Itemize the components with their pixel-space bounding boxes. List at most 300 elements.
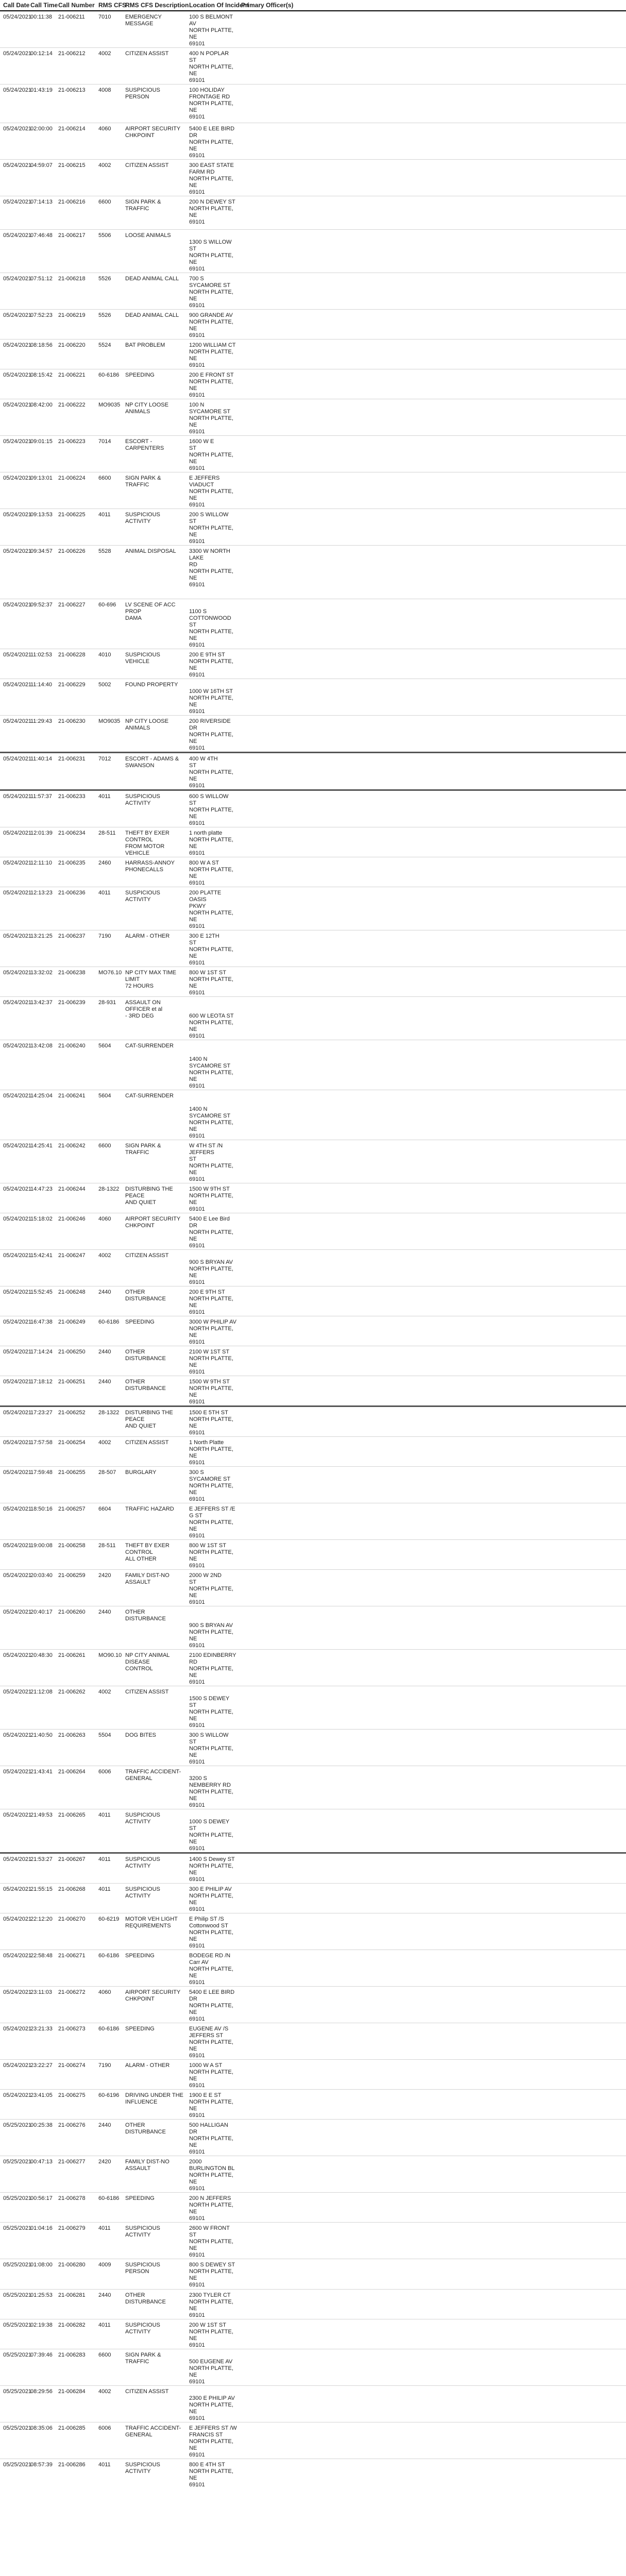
call-time-cell: 19:00:08	[27, 1540, 55, 1570]
call-date-cell: 05/24/2021	[0, 2023, 27, 2060]
description-cell: SIGN PARK & TRAFFIC	[122, 196, 186, 230]
call-number-cell: 21-006236	[55, 887, 95, 930]
call-number-cell: 21-006235	[55, 857, 95, 887]
rms-cfs-cell: 5526	[95, 310, 122, 340]
description-cell: FOUND PROPERTY	[122, 679, 186, 716]
officer-cell	[238, 649, 626, 679]
officer-cell	[238, 1809, 626, 1853]
location-cell: 1400 N SYCAMORE ST NORTH PLATTE, NE 69101	[186, 1090, 238, 1140]
call-time-cell: 09:34:57	[27, 546, 55, 599]
call-time-cell: 20:40:17	[27, 1606, 55, 1650]
rms-cfs-cell: 60-6186	[95, 1316, 122, 1346]
table-row	[0, 930, 626, 967]
table-row	[0, 1286, 626, 1316]
call-time-cell: 14:47:23	[27, 1183, 55, 1213]
table-row	[0, 2120, 626, 2156]
call-date-cell: 05/24/2021	[0, 716, 27, 753]
call-date-cell: 05/24/2021	[0, 1467, 27, 1503]
description-cell: SIGN PARK & TRAFFIC	[122, 472, 186, 509]
call-number-cell: 21-006214	[55, 123, 95, 160]
location-cell: 200 E 9TH ST NORTH PLATTE, NE 69101	[186, 1286, 238, 1316]
description-cell: OTHER DISTURBANCE	[122, 1346, 186, 1376]
officer-cell	[238, 340, 626, 369]
location-cell: 300 S WILLOW ST NORTH PLATTE, NE 69101	[186, 1730, 238, 1766]
location-cell: 1000 W 16TH ST NORTH PLATTE, NE 69101	[186, 679, 238, 716]
call-date-cell: 05/24/2021	[0, 753, 27, 790]
call-number-cell: 21-006260	[55, 1606, 95, 1650]
call-number-cell: 21-006244	[55, 1183, 95, 1213]
table-row	[0, 1090, 626, 1140]
rms-cfs-cell: 6600	[95, 472, 122, 509]
call-date-cell: 05/24/2021	[0, 1686, 27, 1730]
rms-cfs-cell: 4011	[95, 1884, 122, 1913]
table-row	[0, 2193, 626, 2223]
officer-cell	[238, 930, 626, 967]
call-number-cell: 21-006278	[55, 2193, 95, 2223]
call-date-cell: 05/25/2021	[0, 2459, 27, 2489]
call-number-cell: 21-006238	[55, 967, 95, 997]
location-cell: 1300 S WILLOW ST NORTH PLATTE, NE 69101	[186, 230, 238, 273]
table-row	[0, 1540, 626, 1570]
location-cell: 1 north platte NORTH PLATTE, NE 69101	[186, 827, 238, 857]
call-date-cell: 05/24/2021	[0, 399, 27, 436]
rms-cfs-cell: 5604	[95, 1090, 122, 1140]
officer-cell	[238, 1250, 626, 1286]
officer-cell	[238, 160, 626, 196]
rms-cfs-cell: 6006	[95, 1766, 122, 1809]
table-row	[0, 2223, 626, 2259]
call-number-cell: 21-006285	[55, 2422, 95, 2459]
call-number-cell: 21-006248	[55, 1286, 95, 1316]
officer-cell	[238, 1406, 626, 1437]
table-row	[0, 857, 626, 887]
rms-cfs-cell: 4010	[95, 649, 122, 679]
table-row	[0, 1183, 626, 1213]
description-cell: ESCORT - ADAMS & SWANSON	[122, 753, 186, 790]
description-cell: ESCORT - CARPENTERS	[122, 436, 186, 472]
officer-cell	[238, 273, 626, 310]
call-number-cell: 21-006241	[55, 1090, 95, 1140]
rms-cfs-cell: 4011	[95, 2223, 122, 2259]
call-date-cell: 05/24/2021	[0, 48, 27, 84]
rms-cfs-cell: 4002	[95, 2386, 122, 2422]
officer-cell	[238, 436, 626, 472]
call-number-cell: 21-006221	[55, 369, 95, 399]
table-row	[0, 2090, 626, 2120]
call-date-cell: 05/24/2021	[0, 887, 27, 930]
call-date-cell: 05/25/2021	[0, 2349, 27, 2386]
description-cell: BAT PROBLEM	[122, 340, 186, 369]
rms-cfs-cell: 6006	[95, 2422, 122, 2459]
call-time-cell: 23:11:03	[27, 1987, 55, 2023]
officer-cell	[238, 967, 626, 997]
location-cell: 1400 N SYCAMORE ST NORTH PLATTE, NE 69101	[186, 1040, 238, 1090]
call-date-cell: 05/24/2021	[0, 273, 27, 310]
table-row	[0, 753, 626, 790]
officer-cell	[238, 1913, 626, 1950]
call-number-cell: 21-006270	[55, 1913, 95, 1950]
location-cell: 1500 W 9TH ST NORTH PLATTE, NE 69101	[186, 1183, 238, 1213]
location-cell: E Philip ST /S Cottonwood ST NORTH PLATTE, NE 69101	[186, 1913, 238, 1950]
call-number-cell: 21-006254	[55, 1437, 95, 1467]
call-time-cell: 09:13:01	[27, 472, 55, 509]
location-cell: 1200 WILLIAM CT NORTH PLATTE, NE 69101	[186, 340, 238, 369]
description-cell: CITIZEN ASSIST	[122, 1437, 186, 1467]
table-row	[0, 340, 626, 369]
call-number-cell: 21-006220	[55, 340, 95, 369]
rms-cfs-cell: 2440	[95, 2290, 122, 2319]
call-date-cell: 05/24/2021	[0, 1376, 27, 1406]
rms-cfs-cell: 6600	[95, 1140, 122, 1183]
table-row	[0, 997, 626, 1040]
table-row	[0, 48, 626, 84]
location-cell: 3000 W PHILIP AV NORTH PLATTE, NE 69101	[186, 1316, 238, 1346]
location-cell: 300 EAST STATE FARM RD NORTH PLATTE, NE 69101	[186, 160, 238, 196]
call-time-cell: 11:57:37	[27, 790, 55, 827]
rms-cfs-cell: 60-6219	[95, 1913, 122, 1950]
location-cell: 1600 W E ST NORTH PLATTE, NE 69101	[186, 436, 238, 472]
rms-cfs-cell: 60-6196	[95, 2090, 122, 2120]
call-date-cell: 05/24/2021	[0, 546, 27, 599]
call-time-cell: 13:32:02	[27, 967, 55, 997]
call-time-cell: 13:42:37	[27, 997, 55, 1040]
location-cell: 300 E PHILIP AV NORTH PLATTE, NE 69101	[186, 1884, 238, 1913]
description-cell: NP CITY LOOSE ANIMALS	[122, 716, 186, 753]
description-cell: NP CITY ANIMAL DISEASE CONTROL	[122, 1650, 186, 1686]
location-cell: E JEFFERS ST /E G ST NORTH PLATTE, NE 69101	[186, 1503, 238, 1540]
call-number-cell: 21-006226	[55, 546, 95, 599]
call-date-cell: 05/24/2021	[0, 1250, 27, 1286]
location-cell: 1100 S COTTONWOOD ST NORTH PLATTE, NE 69101	[186, 599, 238, 649]
location-cell: 3200 S NEMBERRY RD NORTH PLATTE, NE 69101	[186, 1766, 238, 1809]
rms-cfs-cell: 28-931	[95, 997, 122, 1040]
description-cell: SUSPICIOUS ACTIVITY	[122, 509, 186, 546]
description-cell: FAMILY DIST-NO ASSAULT	[122, 2156, 186, 2193]
call-time-cell: 11:02:53	[27, 649, 55, 679]
description-cell: SUSPICIOUS ACTIVITY	[122, 2459, 186, 2489]
description-cell: OTHER DISTURBANCE	[122, 2120, 186, 2156]
rms-cfs-cell: 4011	[95, 790, 122, 827]
call-number-cell: 21-006222	[55, 399, 95, 436]
call-number-cell: 21-006237	[55, 930, 95, 967]
call-date-cell: 05/25/2021	[0, 2120, 27, 2156]
officer-cell	[238, 2156, 626, 2193]
call-date-cell: 05/24/2021	[0, 997, 27, 1040]
table-row	[0, 649, 626, 679]
table-row	[0, 1730, 626, 1766]
call-time-cell: 23:21:33	[27, 2023, 55, 2060]
table-row	[0, 1570, 626, 1606]
table-row	[0, 11, 626, 48]
officer-cell	[238, 753, 626, 790]
description-cell: SPEEDING	[122, 369, 186, 399]
table-row	[0, 1884, 626, 1913]
call-date-cell: 05/25/2021	[0, 2193, 27, 2223]
officer-cell	[238, 2386, 626, 2422]
call-number-cell: 21-006268	[55, 1884, 95, 1913]
call-number-cell: 21-006242	[55, 1140, 95, 1183]
location-cell: 2300 TYLER CT NORTH PLATTE, NE 69101	[186, 2290, 238, 2319]
officer-cell	[238, 1183, 626, 1213]
rms-cfs-cell: 4011	[95, 2319, 122, 2349]
officer-cell	[238, 1570, 626, 1606]
rms-cfs-cell: 2440	[95, 1286, 122, 1316]
table-row	[0, 599, 626, 649]
call-time-cell: 08:15:42	[27, 369, 55, 399]
call-time-cell: 02:19:38	[27, 2319, 55, 2349]
call-time-cell: 21:12:08	[27, 1686, 55, 1730]
officer-cell	[238, 196, 626, 230]
call-number-cell: 21-006283	[55, 2349, 95, 2386]
call-time-cell: 01:04:16	[27, 2223, 55, 2259]
location-cell: 1500 W 9TH ST NORTH PLATTE, NE 69101	[186, 1376, 238, 1406]
location-cell: 100 S BELMONT AV NORTH PLATTE, NE 69101	[189, 14, 233, 47]
call-time-cell: 09:13:53	[27, 509, 55, 546]
call-number-cell: 21-006277	[55, 2156, 95, 2193]
call-number-cell: 21-006281	[55, 2290, 95, 2319]
rms-cfs-cell: MO76.10	[95, 967, 122, 997]
location-cell: 5400 E LEE BIRD DR NORTH PLATTE, NE 69101	[186, 1987, 238, 2023]
call-number-cell: 21-006255	[55, 1467, 95, 1503]
officer-cell	[238, 546, 626, 599]
table-row	[0, 1987, 626, 2023]
call-date-cell: 05/24/2021	[0, 1540, 27, 1570]
officer-cell	[238, 399, 626, 436]
officer-cell	[238, 2459, 626, 2489]
location-cell: 2600 W FRONT ST NORTH PLATTE, NE 69101	[186, 2223, 238, 2259]
call-date-cell: 05/24/2021	[0, 1346, 27, 1376]
description-cell: DISTURBING THE PEACE AND QUIET	[122, 1406, 186, 1437]
table-row	[0, 1140, 626, 1183]
officer-cell	[238, 369, 626, 399]
location-cell: 5400 E Lee Bird DR NORTH PLATTE, NE 69101	[186, 1213, 238, 1250]
call-time-cell: 08:57:39	[27, 2459, 55, 2489]
call-number-cell: 21-006230	[55, 716, 95, 753]
call-date-cell: 05/24/2021	[0, 436, 27, 472]
call-date-cell: 05/24/2021	[0, 1950, 27, 1987]
location-cell: 900 S BRYAN AV NORTH PLATTE, NE 69101	[186, 1250, 238, 1286]
call-number-cell: 21-006216	[55, 196, 95, 230]
location-cell: 200 S WILLOW ST NORTH PLATTE, NE 69101	[186, 509, 238, 546]
rms-cfs-cell: 5524	[95, 340, 122, 369]
call-date-cell: 05/24/2021	[0, 1406, 27, 1437]
call-time-cell: 20:03:40	[27, 1570, 55, 1606]
call-time-cell: 07:46:48	[27, 230, 55, 273]
officer-cell	[238, 1987, 626, 2023]
location-cell: BODEGE RD /N Carr AV NORTH PLATTE, NE 69101	[186, 1950, 238, 1987]
call-time-cell: 11:40:14	[27, 753, 55, 790]
location-cell: 600 W LEOTA ST NORTH PLATTE, NE 69101	[186, 997, 238, 1040]
rms-cfs-cell: 4002	[95, 1686, 122, 1730]
call-time-cell: 17:14:24	[27, 1346, 55, 1376]
call-time-cell: 09:01:15	[27, 436, 55, 472]
officer-cell	[238, 887, 626, 930]
rms-cfs-cell: 6600	[95, 196, 122, 230]
call-number-cell: 21-006275	[55, 2090, 95, 2120]
call-date-cell: 05/24/2021	[0, 1090, 27, 1140]
header-row	[0, 0, 626, 11]
table-row	[0, 716, 626, 753]
rms-cfs-cell: 4009	[95, 2259, 122, 2290]
location-cell: 1 North Platte NORTH PLATTE, NE 69101	[186, 1437, 238, 1467]
table-row	[0, 1316, 626, 1346]
table-row	[0, 1650, 626, 1686]
call-number-cell: 21-006263	[55, 1730, 95, 1766]
call-number-cell: 21-006271	[55, 1950, 95, 1987]
table-row	[0, 1250, 626, 1286]
table-row	[0, 2290, 626, 2319]
rms-cfs-cell: 4060	[95, 123, 122, 160]
rms-cfs-cell: 28-507	[95, 1467, 122, 1503]
col-location: Location Of Incident	[186, 0, 238, 11]
call-number-cell: 21-006224	[55, 472, 95, 509]
call-time-cell: 00:25:38	[27, 2120, 55, 2156]
call-time-cell: 17:23:27	[27, 1406, 55, 1437]
description-cell: CAT-SURRENDER	[122, 1090, 186, 1140]
col-primary-officer: Primary Officer(s)	[238, 0, 626, 11]
rms-cfs-cell: 4060	[95, 1213, 122, 1250]
call-date-cell: 05/24/2021	[3, 14, 32, 20]
officer-cell	[238, 679, 626, 716]
call-time-cell: 00:11:38	[30, 14, 53, 20]
call-time-cell: 02:00:00	[27, 123, 55, 160]
call-time-cell: 00:47:13	[27, 2156, 55, 2193]
table-row	[0, 2259, 626, 2290]
call-number-cell: 21-006217	[55, 230, 95, 273]
officer-cell	[238, 1346, 626, 1376]
officer-cell	[238, 1766, 626, 1809]
call-date-cell: 05/24/2021	[0, 196, 27, 230]
table-row	[0, 369, 626, 399]
officer-cell	[238, 11, 626, 48]
location-cell: 500 EUGENE AV NORTH PLATTE, NE 69101	[186, 2349, 238, 2386]
location-cell: EUGENE AV /S JEFFERS ST NORTH PLATTE, NE 69101	[186, 2023, 238, 2060]
call-time-cell: 00:56:17	[27, 2193, 55, 2223]
officer-cell	[238, 310, 626, 340]
description-cell: SUSPICIOUS ACTIVITY	[122, 2223, 186, 2259]
location-cell: 2000 W 2ND ST NORTH PLATTE, NE 69101	[186, 1570, 238, 1606]
location-cell: 2300 E PHILIP AV NORTH PLATTE, NE 69101	[186, 2386, 238, 2422]
location-cell: E JEFFERS ST /W FRANCIS ST NORTH PLATTE, NE 69101	[186, 2422, 238, 2459]
call-number-cell: 21-006279	[55, 2223, 95, 2259]
location-cell: 800 W 1ST ST NORTH PLATTE, NE 69101	[186, 967, 238, 997]
description-cell: CITIZEN ASSIST	[122, 160, 186, 196]
location-cell: 1500 S DEWEY ST NORTH PLATTE, NE 69101	[186, 1686, 238, 1730]
call-date-cell: 05/24/2021	[0, 930, 27, 967]
call-number-cell: 21-006229	[55, 679, 95, 716]
location-cell: 500 HALLIGAN DR NORTH PLATTE, NE 69101	[186, 2120, 238, 2156]
call-number-cell: 21-006250	[55, 1346, 95, 1376]
call-date-cell: 05/24/2021	[0, 1809, 27, 1853]
call-date-cell: 05/24/2021	[0, 472, 27, 509]
location-cell: 200 RIVERSIDE DR NORTH PLATTE, NE 69101	[186, 716, 238, 753]
officer-cell	[238, 48, 626, 84]
call-time-cell: 04:59:07	[27, 160, 55, 196]
call-time-cell: 12:13:23	[27, 887, 55, 930]
location-cell: 2100 EDINBERRY RD NORTH PLATTE, NE 69101	[186, 1650, 238, 1686]
call-date-cell: 05/25/2021	[0, 2386, 27, 2422]
call-time-cell: 07:52:23	[27, 310, 55, 340]
table-row	[0, 1406, 626, 1437]
description-cell: SPEEDING	[122, 2193, 186, 2223]
table-row	[0, 196, 626, 230]
officer-cell	[238, 1213, 626, 1250]
call-time-cell: 01:08:00	[27, 2259, 55, 2290]
call-time-cell: 08:42:00	[27, 399, 55, 436]
call-date-cell: 05/24/2021	[0, 1987, 27, 2023]
description-cell: DRIVING UNDER THE INFLUENCE	[122, 2090, 186, 2120]
officer-cell	[238, 1090, 626, 1140]
call-number-cell: 21-006218	[55, 273, 95, 310]
officer-cell	[238, 1040, 626, 1090]
location-cell: 900 S BRYAN AV NORTH PLATTE, NE 69101	[186, 1606, 238, 1650]
location-cell: 800 E 4TH ST NORTH PLATTE, NE 69101	[186, 2459, 238, 2489]
description-cell: DEAD ANIMAL CALL	[122, 310, 186, 340]
call-time-cell: 23:22:27	[27, 2060, 55, 2090]
call-number-cell: 21-006233	[55, 790, 95, 827]
call-number-cell: 21-006274	[55, 2060, 95, 2090]
table-row	[0, 887, 626, 930]
rms-cfs-cell: 5002	[95, 679, 122, 716]
call-number-cell: 21-006262	[55, 1686, 95, 1730]
officer-cell	[238, 827, 626, 857]
rms-cfs-cell: 6604	[95, 1503, 122, 1540]
call-time-cell: 07:14:13	[27, 196, 55, 230]
description-cell: FAMILY DIST-NO ASSAULT	[122, 1570, 186, 1606]
call-number-cell: 21-006231	[55, 753, 95, 790]
table-row	[0, 1213, 626, 1250]
table-row	[0, 436, 626, 472]
description-cell: AIRPORT SECURITY CHKPOINT	[122, 123, 186, 160]
rms-cfs-cell: MO9035	[95, 716, 122, 753]
location-cell: 600 S WILLOW ST NORTH PLATTE, NE 69101	[186, 790, 238, 827]
call-date-cell: 05/24/2021	[0, 340, 27, 369]
table-row	[0, 1503, 626, 1540]
call-time-cell: 20:48:30	[27, 1650, 55, 1686]
call-date-cell: 05/24/2021	[0, 967, 27, 997]
rms-cfs-cell: 4011	[95, 2459, 122, 2489]
table-row	[0, 2349, 626, 2386]
officer-cell	[238, 599, 626, 649]
call-date-cell: 05/24/2021	[0, 857, 27, 887]
officer-cell	[238, 1686, 626, 1730]
description-cell: THEFT BY EXER CONTROL FROM MOTOR VEHICLE	[122, 827, 186, 857]
col-rms-cfs: RMS CFS	[95, 0, 122, 11]
rms-cfs-cell: 7014	[95, 436, 122, 472]
rms-cfs-cell: 7190	[95, 930, 122, 967]
table-row	[0, 2156, 626, 2193]
call-number-cell: 21-006252	[55, 1406, 95, 1437]
table-row	[0, 1809, 626, 1853]
description-cell: TRAFFIC ACCIDENT- GENERAL	[122, 2422, 186, 2459]
rms-cfs-cell: 2440	[95, 1606, 122, 1650]
call-time-cell: 17:57:58	[27, 1437, 55, 1467]
location-cell: 800 W 1ST ST NORTH PLATTE, NE 69101	[186, 1540, 238, 1570]
rms-cfs-cell: 5526	[95, 273, 122, 310]
call-time-cell: 14:25:04	[27, 1090, 55, 1140]
table-row	[0, 509, 626, 546]
location-cell: 400 W 4TH ST NORTH PLATTE, NE 69101	[186, 753, 238, 790]
call-time-cell: 01:43:19	[27, 84, 55, 123]
call-date-cell: 05/24/2021	[0, 1503, 27, 1540]
call-date-cell: 05/24/2021	[0, 1606, 27, 1650]
call-date-cell: 05/25/2021	[0, 2422, 27, 2459]
description-cell: AIRPORT SECURITY CHKPOINT	[122, 1213, 186, 1250]
call-date-cell: 05/25/2021	[0, 2319, 27, 2349]
description-cell: SUSPICIOUS ACTIVITY	[122, 2319, 186, 2349]
call-time-cell: 00:12:14	[27, 48, 55, 84]
call-date-cell: 05/24/2021	[0, 2060, 27, 2090]
